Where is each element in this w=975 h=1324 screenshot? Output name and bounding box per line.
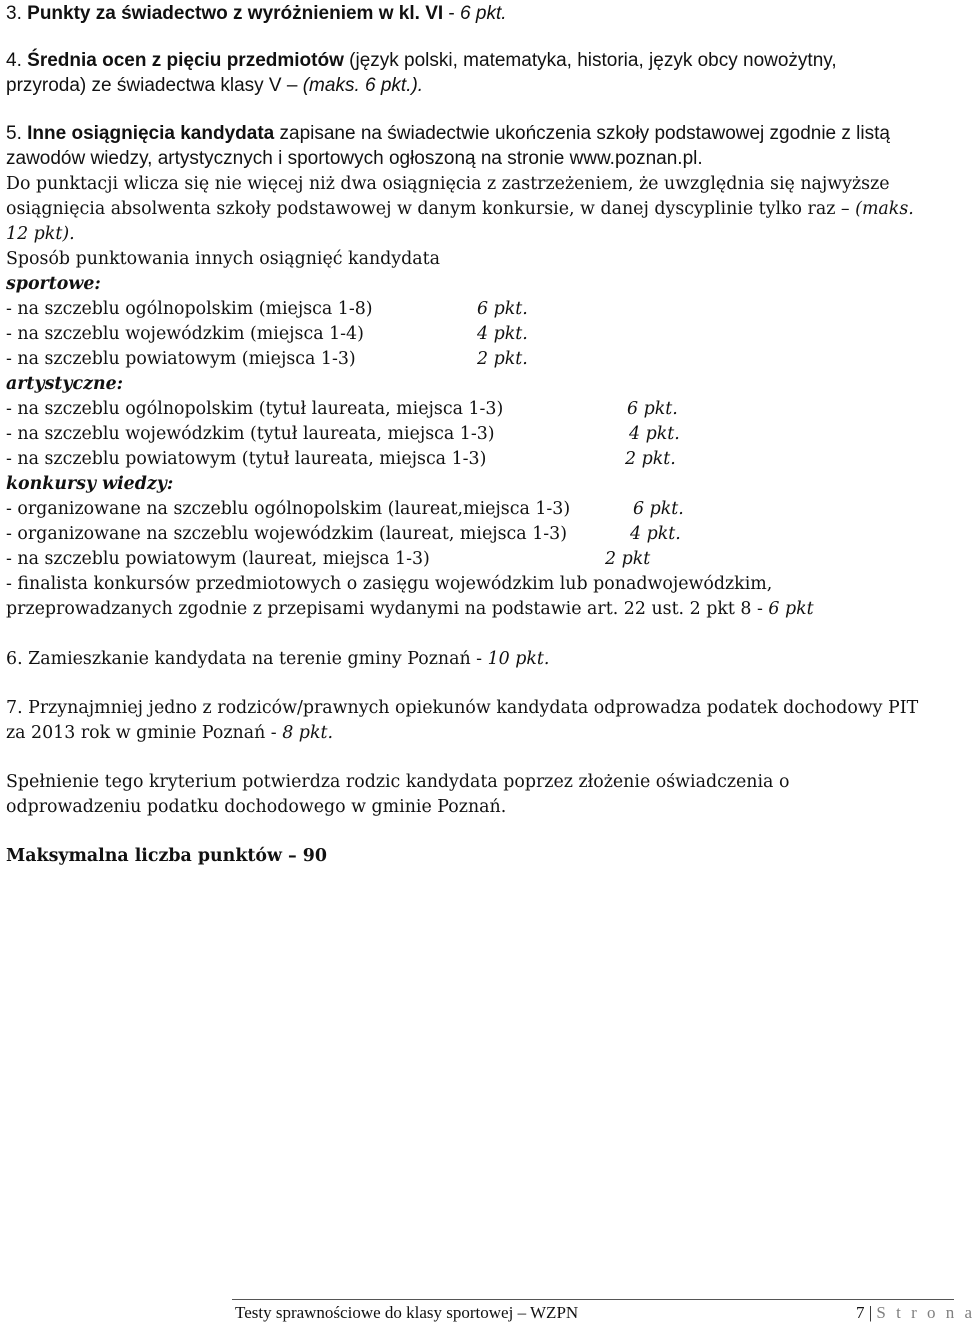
sport-item <box>6 347 356 371</box>
knowledge-item <box>6 497 570 521</box>
section-5-text: zapisane na świadectwie ukończenia szkoły podstawowej zgodnie z listą <box>274 123 890 144</box>
section-3-points: 6 pkt. <box>460 3 507 24</box>
art-item-text: - na szczeblu powiatowym (tytuł laureata, miejsca 1-3) <box>6 449 487 469</box>
section-7-text: 7. Przynajmniej jedno z rodziców/prawnych opiekunów kandydata odprowadza podatek dochodowy PIT <box>6 698 919 718</box>
knowledge-item-points: 2 pkt <box>605 549 651 569</box>
art-item-points: 6 pkt. <box>627 399 678 419</box>
section-7-points: 8 pkt. <box>282 723 333 743</box>
footer-title: Testy sprawnościowe do klasy sportowej – WZPN <box>235 1303 579 1322</box>
sport-heading-text: sportowe: <box>6 274 101 294</box>
section-4-text-cont: przyroda) ze świadectwa klasy V – <box>6 75 303 96</box>
sport-item-text: - na szczeblu ogólnopolskim (miejsca 1-8) <box>6 299 373 319</box>
finalist-points: 6 pkt <box>768 599 814 619</box>
section-6-line <box>6 647 549 671</box>
page-label: S t r o n a <box>876 1303 975 1322</box>
knowledge-item-points: 4 pkt. <box>630 524 681 544</box>
sport-item-text: - na szczeblu powiatowym (miejsca 1-3) <box>6 349 356 369</box>
knowledge-item-points: 6 pkt. <box>633 499 684 519</box>
section-7-text-cont: za 2013 rok w gminie Poznań - <box>6 723 283 743</box>
section-5-paragraph: Do punktacji wlicza się nie więcej niż dwa osiągnięcia z zastrzeżeniem, że uwzględnia się najwyższe <box>6 174 890 194</box>
knowledge-heading-text: konkursy wiedzy: <box>6 474 174 494</box>
knowledge-item-text: - na szczeblu powiatowym (laureat, miejsca 1-3) <box>6 549 430 569</box>
section-4-title: Średnia ocen z pięciu przedmiotów <box>27 50 344 71</box>
scoring-intro <box>6 247 440 271</box>
note-line-2 <box>6 795 506 819</box>
sport-item-points: 6 pkt. <box>477 299 528 319</box>
section-3-line <box>6 2 507 26</box>
section-5-max-points: 12 pkt). <box>6 224 75 244</box>
note-line-1 <box>6 770 789 794</box>
max-points-text: Maksymalna liczba punktów – 90 <box>6 846 327 866</box>
section-5-text-cont: zawodów wiedzy, artystycznych i sportowych ogłoszoną na stronie www.poznan.pl. <box>6 148 703 169</box>
section-6-points: 10 pkt. <box>487 649 550 669</box>
page-separator: | <box>864 1303 877 1322</box>
section-5-max-label: (maks. <box>855 199 914 219</box>
footer-divider <box>232 1299 954 1300</box>
sport-item-text: - na szczeblu wojewódzkim (miejsca 1-4) <box>6 324 364 344</box>
section-5-paragraph-line-3 <box>6 222 75 246</box>
sport-item-points: 4 pkt. <box>477 324 528 344</box>
section-4-line-1 <box>6 49 837 73</box>
section-4-text: (język polski, matematyka, historia, język obcy nowożytny, <box>343 50 837 71</box>
section-7-line-2 <box>6 721 333 745</box>
section-4-max-points: (maks. 6 pkt.). <box>302 75 424 96</box>
max-points-line <box>6 844 327 868</box>
art-heading <box>6 372 123 396</box>
art-item-points: 2 pkt. <box>625 449 676 469</box>
sport-item-points: 2 pkt. <box>477 349 528 369</box>
knowledge-item <box>6 547 430 571</box>
finalist-line-1 <box>6 572 772 596</box>
finalist-line-2 <box>6 597 814 621</box>
finalist-text: - finalista konkursów przedmiotowych o zasięgu wojewódzkim lub ponadwojewódzkim, <box>6 574 773 594</box>
sport-heading <box>6 272 101 296</box>
section-5-paragraph-cont: osiągnięcia absolwenta szkoły podstawowej w danym konkursie, w danej dyscyplinie tylko raz – <box>6 199 856 219</box>
footer-page-number <box>856 1302 975 1324</box>
section-6-text: 6. Zamieszkanie kandydata na terenie gminy Poznań - <box>6 649 488 669</box>
art-item-text: - na szczeblu ogólnopolskim (tytuł laureata, miejsca 1-3) <box>6 399 504 419</box>
art-item <box>6 422 495 446</box>
section-5-line-1 <box>6 122 890 146</box>
sport-item <box>6 322 364 346</box>
sport-item <box>6 297 373 321</box>
section-5-number: 5. <box>6 123 22 144</box>
page-number: 7 <box>856 1303 865 1322</box>
art-item-points: 4 pkt. <box>629 424 680 444</box>
section-7-line-1 <box>6 696 918 720</box>
art-item <box>6 447 486 471</box>
section-5-line-2 <box>6 147 703 171</box>
section-5-paragraph-line-1 <box>6 172 890 196</box>
note-text: Spełnienie tego kryterium potwierdza rodzic kandydata poprzez złożenie oświadczenia o <box>6 772 790 792</box>
art-item <box>6 397 503 421</box>
section-3-number: 3. <box>6 3 22 24</box>
finalist-text-cont: przeprowadzanych zgodnie z przepisami wydanymi na podstawie art. 22 ust. 2 pkt 8 - <box>6 599 769 619</box>
section-5-paragraph-line-2 <box>6 197 914 221</box>
scoring-intro-text: Sposób punktowania innych osiągnięć kandydata <box>6 249 440 269</box>
knowledge-item <box>6 522 567 546</box>
knowledge-item-text: - organizowane na szczeblu wojewódzkim (laureat, miejsca 1-3) <box>6 524 567 544</box>
section-3-dash: - <box>443 3 461 24</box>
section-4-line-2 <box>6 74 423 98</box>
art-item-text: - na szczeblu wojewódzkim (tytuł laureata, miejsca 1-3) <box>6 424 495 444</box>
art-heading-text: artystyczne: <box>6 374 124 394</box>
knowledge-item-text: - organizowane na szczeblu ogólnopolskim (laureat,miejsca 1-3) <box>6 499 571 519</box>
note-text-cont: odprowadzeniu podatku dochodowego w gminie Poznań. <box>6 797 507 817</box>
section-5-title: Inne osiągnięcia kandydata <box>27 123 275 144</box>
knowledge-heading <box>6 472 173 496</box>
section-4-number: 4. <box>6 50 22 71</box>
section-3-title: Punkty za świadectwo z wyróżnieniem w kl. VI <box>27 3 444 24</box>
